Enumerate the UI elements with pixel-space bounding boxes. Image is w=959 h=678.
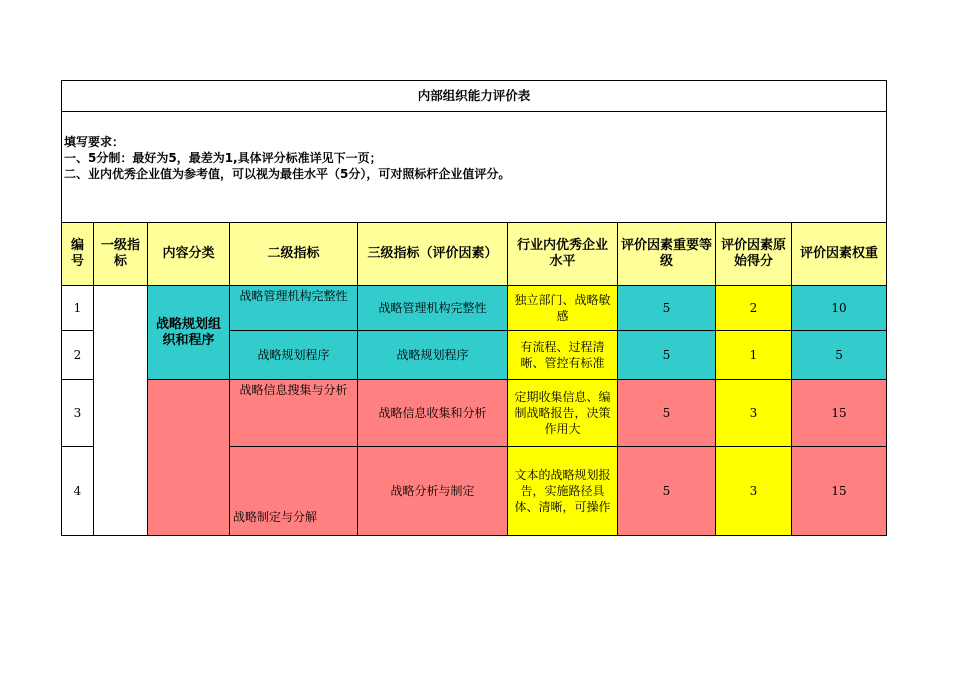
header-no: 编号	[62, 223, 94, 286]
row-weight: 10	[792, 286, 887, 331]
row-weight: 15	[792, 380, 887, 447]
header-row	[62, 223, 887, 286]
evaluation-sheet	[61, 80, 886, 514]
row-importance: 5	[618, 447, 716, 536]
row-level2: 战略信息搜集与分析	[230, 380, 358, 447]
category-strategy-making	[148, 380, 230, 536]
table-title: 内部组织能力评价表	[62, 81, 887, 112]
row-benchmark: 有流程、过程清晰、管控有标准	[508, 331, 618, 380]
row-no: 3	[62, 380, 94, 447]
row-no: 4	[62, 447, 94, 536]
row-level2: 战略管理机构完整性	[230, 286, 358, 331]
table-row	[62, 380, 887, 447]
row-no: 2	[62, 331, 94, 380]
row-no: 1	[62, 286, 94, 331]
requirements-line-2: 二、业内优秀企业值为参考值，可以视为最佳水平（5分），可对照标杆企业值评分。	[64, 167, 511, 181]
header-level2: 二级指标	[230, 223, 358, 286]
requirements-heading: 填写要求：	[64, 135, 125, 149]
header-raw-score: 评价因素原始得分	[716, 223, 792, 286]
evaluation-table	[61, 80, 887, 536]
fill-requirements	[62, 112, 887, 223]
row-level3: 战略信息收集和分析	[358, 380, 508, 447]
header-benchmark: 行业内优秀企业水平	[508, 223, 618, 286]
row-level3: 战略分析与制定	[358, 447, 508, 536]
row-benchmark: 独立部门、战略敏感	[508, 286, 618, 331]
level1-cell	[94, 286, 148, 536]
row-benchmark: 定期收集信息、编制战略报告，决策作用大	[508, 380, 618, 447]
row-importance: 5	[618, 331, 716, 380]
row-raw-score: 3	[716, 447, 792, 536]
row-level3: 战略规划程序	[358, 331, 508, 380]
header-level3: 三级指标（评价因素）	[358, 223, 508, 286]
row-benchmark: 文本的战略规划报告，实施路径具体、清晰，可操作	[508, 447, 618, 536]
header-level1: 一级指标	[94, 223, 148, 286]
header-weight: 评价因素权重	[792, 223, 887, 286]
row-raw-score: 1	[716, 331, 792, 380]
header-category: 内容分类	[148, 223, 230, 286]
row-level2: 战略规划程序	[230, 331, 358, 380]
row-raw-score: 2	[716, 286, 792, 331]
row-weight: 15	[792, 447, 887, 536]
header-importance: 评价因素重要等级	[618, 223, 716, 286]
row-importance: 5	[618, 380, 716, 447]
row-level2	[230, 447, 358, 536]
cut-off-label: 战略制定与分解	[233, 510, 318, 524]
row-raw-score: 3	[716, 380, 792, 447]
row-importance: 5	[618, 286, 716, 331]
table-row	[62, 286, 887, 331]
row-level3: 战略管理机构完整性	[358, 286, 508, 331]
category-strategy-org: 战略规划组织和程序	[148, 286, 230, 380]
row-weight: 5	[792, 331, 887, 380]
requirements-line-1: 一、5分制：最好为5，最差为1,具体评分标准详见下一页；	[64, 151, 382, 165]
